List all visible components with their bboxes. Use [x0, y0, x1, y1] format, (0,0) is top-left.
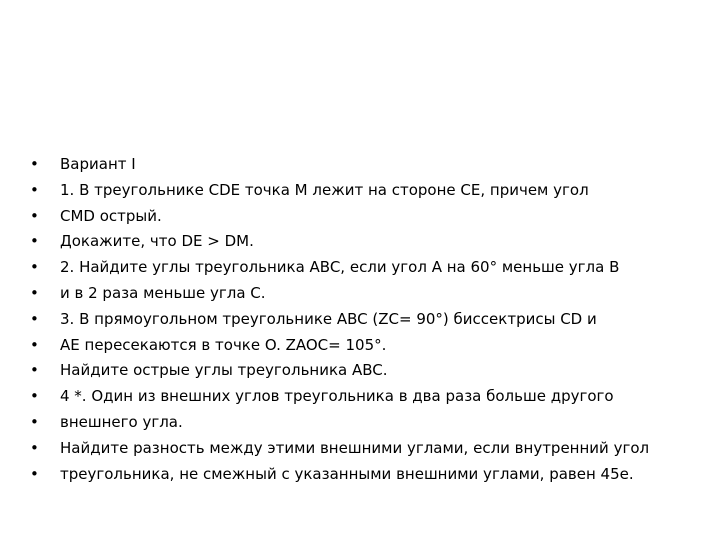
bullet-task-1-line-1: • 1. В треугольнике CDE точка M лежит на стороне CE, причем угол	[30, 178, 690, 204]
bullet-task-3-line-2: • AE пересекаются в точке O. ZAOC= 105°.	[30, 333, 690, 359]
bullet-task-3-line-3: • Найдите острые углы треугольника ABC.	[30, 358, 690, 384]
bullet-variant-title: • Вариант I	[30, 152, 690, 178]
bullet-task-4-line-3: • Найдите разность между этими внешними углами, если внутренний угол	[30, 436, 690, 462]
bullet-task-1-line-2: • CMD острый.	[30, 204, 690, 230]
bullet-task-2-line-2: • и в 2 раза меньше угла C.	[30, 281, 690, 307]
bullet-task-3-line-1: • 3. В прямоугольном треугольнике ABC (ZC= 90°) биссектрисы CD и	[30, 307, 690, 333]
bullet-task-2-line-1: • 2. Найдите углы треугольника ABC, если угол A на 60° меньше угла B	[30, 255, 690, 281]
bullet-task-4-line-2: • внешнего угла.	[30, 410, 690, 436]
bullet-task-1-line-3: • Докажите, что DE > DM.	[30, 229, 690, 255]
bullet-task-4-line-4: • треугольника, не смежный с указанными внешними углами, равен 45е.	[30, 462, 690, 488]
bullet-task-4-line-1: • 4 *. Один из внешних углов треугольника в два раза больше другого	[30, 384, 690, 410]
bullet-list	[30, 152, 690, 487]
